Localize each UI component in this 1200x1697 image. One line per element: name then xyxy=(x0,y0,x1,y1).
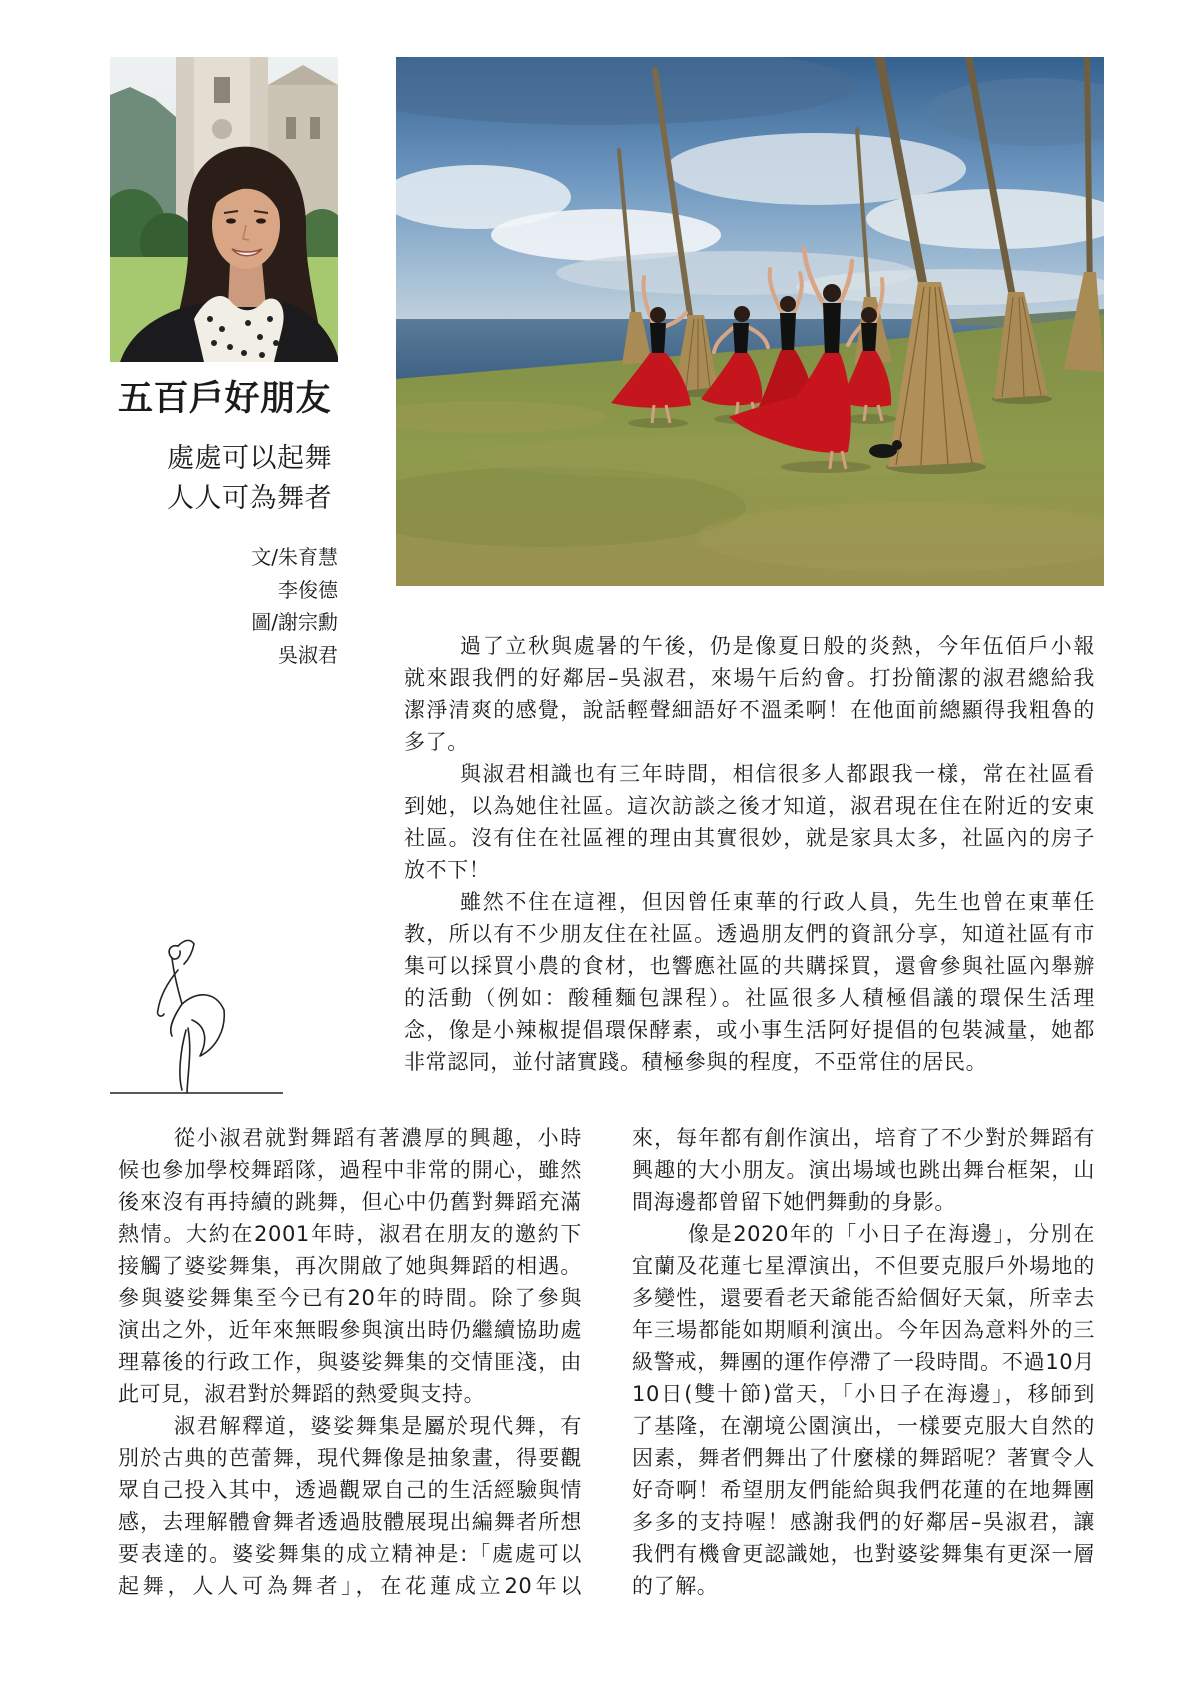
text-line: 像是2020年的「小日子在海邊」，分別在 xyxy=(688,1222,1095,1246)
author-credits xyxy=(190,541,338,671)
text-line: 從小淑君就對舞蹈有著濃厚的興趣，小時 xyxy=(174,1126,582,1150)
text-line: 候也參加學校舞蹈隊，過程中非常的開心，雖然 xyxy=(118,1158,582,1182)
article-subtitle xyxy=(120,439,332,519)
subtitle-line: 人人可為舞者 xyxy=(167,483,332,514)
text-line: 教，所以有不少朋友住在社區。透過朋友們的資訊分享，知道社區有市 xyxy=(404,922,1095,946)
credit-line: 圖/謝宗勳 xyxy=(251,610,338,634)
text-line: 多多的支持喔！感謝我們的好鄰居–吳淑君，讓 xyxy=(632,1510,1095,1534)
portrait-photo xyxy=(110,57,338,362)
paragraph xyxy=(632,1122,1095,1218)
text-line: 來，每年都有創作演出，培育了不少對於舞蹈有 xyxy=(632,1126,1095,1150)
text-line: 了基隆，在潮境公園演出，一樣要克服大自然的 xyxy=(632,1414,1095,1438)
text-line: 接觸了婆娑舞集，再次開啟了她與舞蹈的相遇。 xyxy=(118,1254,582,1278)
text-line: 宜蘭及花蓮七星潭演出，不但要克服戶外場地的 xyxy=(632,1254,1095,1278)
text-line: 別於古典的芭蕾舞，現代舞像是抽象畫，得要觀 xyxy=(118,1446,582,1470)
body-right-column xyxy=(632,1122,1095,1602)
text-line: 起舞，人人可為舞者」，在花蓮成立20年以 xyxy=(118,1574,582,1598)
text-line: 的活動（例如：酸種麵包課程）。社區很多人積極倡議的環保生活理 xyxy=(404,986,1095,1010)
text-line: 參與婆娑舞集至今已有20年的時間。除了參與 xyxy=(118,1286,582,1310)
intro-column xyxy=(404,630,1095,1078)
paragraph xyxy=(632,1218,1095,1602)
text-line: 我們有機會更認識她，也對婆娑舞集有更深一層 xyxy=(632,1542,1095,1566)
text-line: 感，去理解體會舞者透過肢體展現出編舞者所想 xyxy=(118,1510,582,1534)
text-line: 級警戒，舞團的運作停滯了一段時間。不過10月 xyxy=(632,1350,1095,1374)
text-line: 念，像是小辣椒提倡環保酵素，或小事生活阿好提倡的包裝減量，她都 xyxy=(404,1018,1095,1042)
credit-line: 吳淑君 xyxy=(278,642,338,667)
text-line: 社區。沒有住在社區裡的理由其實很妙，就是家具太多，社區內的房子 xyxy=(404,826,1095,850)
paragraph xyxy=(118,1122,582,1410)
text-line: 興趣的大小朋友。演出場域也跳出舞台框架，山 xyxy=(632,1158,1095,1182)
dance-performance-photo xyxy=(396,57,1104,586)
text-line: 淑君解釋道，婆娑舞集是屬於現代舞，有 xyxy=(174,1414,582,1438)
paragraph xyxy=(404,886,1095,1078)
text-line: 此可見，淑君對於舞蹈的熱愛與支持。 xyxy=(118,1382,486,1406)
text-line: 就來跟我們的好鄰居–吳淑君，來場午后約會。打扮簡潔的淑君總給我 xyxy=(404,666,1095,690)
article-title: 五百戶好朋友 xyxy=(118,379,332,419)
text-line: 熱情。大約在2001年時，淑君在朋友的邀約下 xyxy=(118,1222,582,1246)
text-line: 間海邊都曾留下她們舞動的身影。 xyxy=(632,1190,956,1214)
text-line: 演出之外，近年來無暇參與演出時仍繼續協助處 xyxy=(118,1318,582,1342)
text-line: 眾自己投入其中，透過觀眾自己的生活經驗與情 xyxy=(118,1478,582,1502)
text-line: 過了立秋與處暑的午後，仍是像夏日般的炎熱，今年伍佰戶小報 xyxy=(460,634,1095,658)
credit-line: 文/朱育慧 xyxy=(251,545,338,569)
text-line: 多變性，還要看老天爺能否給個好天氣，所幸去 xyxy=(632,1286,1095,1310)
body-left-column xyxy=(118,1122,582,1602)
text-line: 好奇啊！希望朋友們能給與我們花蓮的在地舞團 xyxy=(632,1478,1095,1502)
text-line: 的了解。 xyxy=(632,1574,719,1598)
text-line: 理幕後的行政工作，與婆娑舞集的交情匪淺，由 xyxy=(118,1350,582,1374)
credit-line: 李俊德 xyxy=(278,577,338,602)
text-line: 集可以採買小農的食材，也響應社區的共購採買，還會參與社區內舉辦 xyxy=(404,954,1095,978)
text-line: 10日(雙十節)當天，「小日子在海邊」，移師到 xyxy=(632,1382,1095,1406)
paragraph xyxy=(404,630,1095,758)
text-line: 要表達的。婆娑舞集的成立精神是:「處處可以 xyxy=(118,1542,582,1566)
subtitle-line: 處處可以起舞 xyxy=(167,443,332,474)
paragraph xyxy=(404,758,1095,886)
text-line: 潔淨清爽的感覺，說話輕聲細語好不溫柔啊！在他面前總顯得我粗魯的 xyxy=(404,698,1095,722)
paragraph xyxy=(118,1410,582,1602)
text-line: 與淑君相識也有三年時間，相信很多人都跟我一樣，常在社區看 xyxy=(460,762,1095,786)
text-line: 年三場都能如期順利演出。今年因為意料外的三 xyxy=(632,1318,1095,1342)
text-line: 到她，以為她住社區。這次訪談之後才知道，淑君現在住在附近的安東 xyxy=(404,794,1095,818)
text-line: 因素，舞者們舞出了什麼樣的舞蹈呢？著實令人 xyxy=(632,1446,1095,1470)
text-line: 多了。 xyxy=(404,730,469,754)
text-line: 非常認同，並付諸實踐。積極參與的程度，不亞常住的居民。 xyxy=(404,1050,988,1074)
text-line: 後來沒有再持續的跳舞，但心中仍舊對舞蹈充滿 xyxy=(118,1190,582,1214)
text-line: 雖然不住在這裡，但因曾任東華的行政人員，先生也曾在東華任 xyxy=(460,890,1095,914)
text-line: 放不下！ xyxy=(404,858,491,882)
dancer-line-drawing xyxy=(108,930,288,1098)
